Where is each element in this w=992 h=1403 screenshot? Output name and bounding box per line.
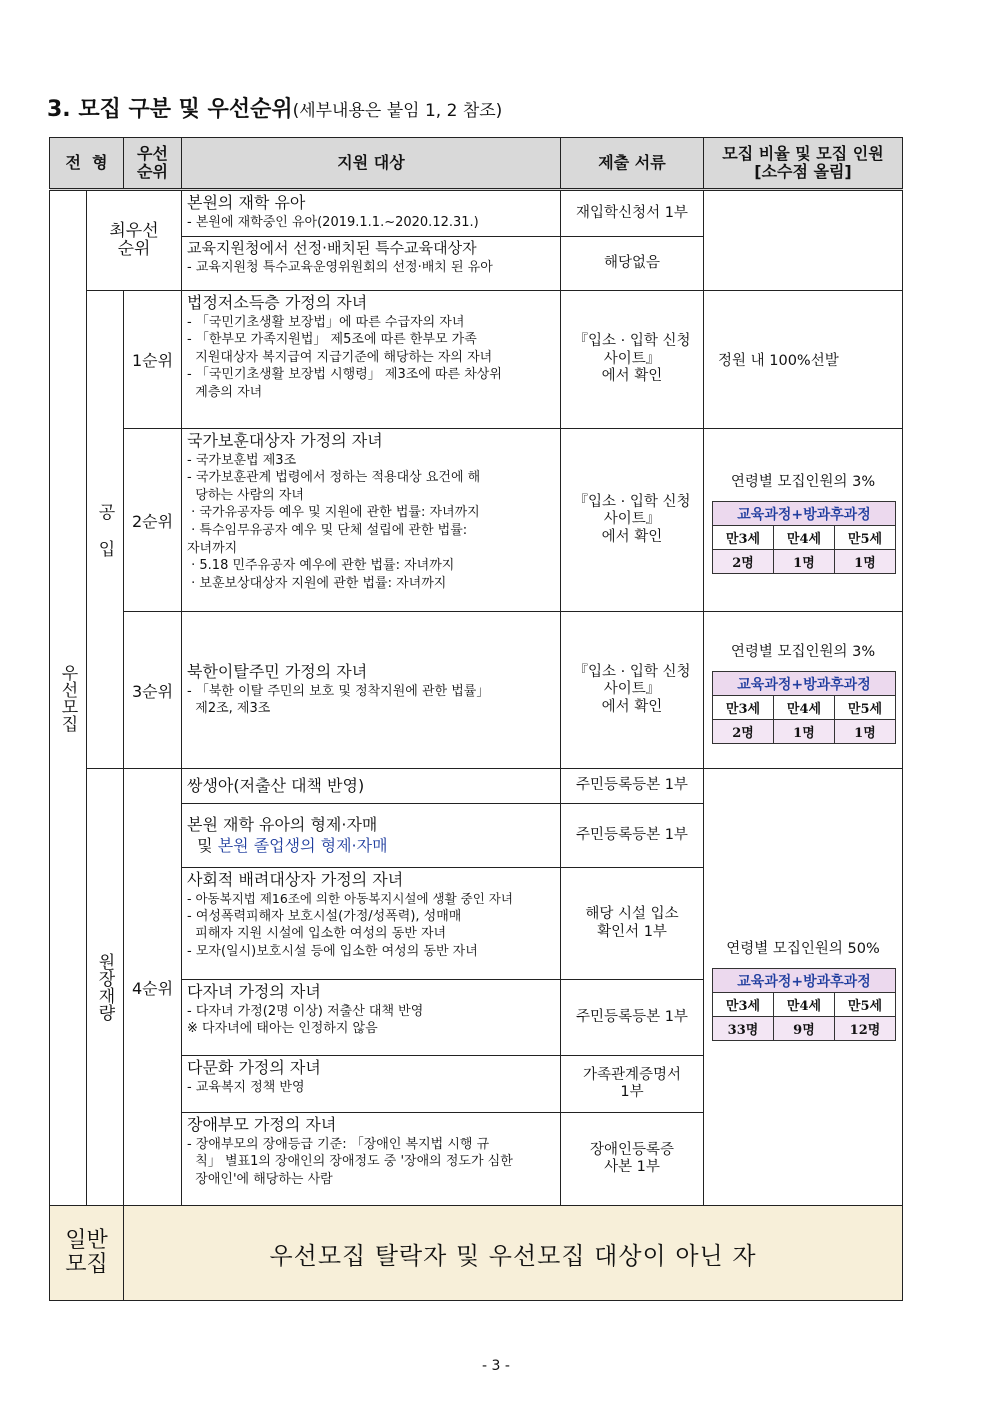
quota-cell-empty bbox=[704, 190, 903, 291]
doc-cell: 장애인등록증 사본 1부 bbox=[561, 1113, 704, 1206]
rank-label: 2순위 bbox=[124, 429, 182, 612]
table-row bbox=[50, 429, 903, 612]
doc-cell: 해당없음 bbox=[561, 237, 704, 291]
target-cell: 국가보훈대상자 가정의 자녀 - 국가보훈법 제3조 - 국가보훈관계 법령에서 정하는 적용대상 요건에 해 당하는 사람의 자녀 · 국가유공자등 예우 및 지원에 관한 법률: 자녀까지 · 특수임무유공자 예우 및 단체 설립에 관한 법률: 자녀까지 · 5.18 민주유공자 예우에 관한 법률: 자녀까지 · 보훈보상대상자 지원에 관한 법률: 자녀까지 bbox=[182, 429, 561, 612]
quota-table: 교육과정+방과후과정 만3세 만4세 만5세 2명 1명 1명 bbox=[712, 671, 896, 744]
quota-cell: 연령별 모집인원의 3% 교육과정+방과후과정 만3세 만4세 만5세 2명 1명 1명 bbox=[704, 429, 903, 612]
header-priority: 우선 순위 bbox=[124, 138, 182, 190]
top-priority-label: 최우선 순위 bbox=[87, 190, 182, 291]
target-cell: 본원의 재학 유아 - 본원에 재학중인 유아(2019.1.1.~2020.12.31.) bbox=[182, 190, 561, 237]
doc-cell: 주민등록등본 1부 bbox=[561, 804, 704, 868]
quota-table: 교육과정+방과후과정 만3세 만4세 만5세 2명 1명 1명 bbox=[712, 501, 896, 574]
quota-table: 교육과정+방과후과정 만3세 만4세 만5세 33명 9명 12명 bbox=[712, 968, 896, 1041]
doc-cell: 가족관계증명서 1부 bbox=[561, 1056, 704, 1113]
general-recruit-label: 일반 모집 bbox=[50, 1206, 124, 1301]
public-label: 공 입 bbox=[87, 291, 124, 769]
quota-cell: 연령별 모집인원의 50% 교육과정+방과후과정 만3세 만4세 만5세 33명 9명 12명 bbox=[704, 769, 903, 1206]
doc-cell: 『입소 · 입학 신청 사이트』 에서 확인 bbox=[561, 291, 704, 429]
doc-cell: 『입소 · 입학 신청 사이트』 에서 확인 bbox=[561, 429, 704, 612]
table-row bbox=[50, 291, 903, 429]
general-recruit-text: 우선모집 탈락자 및 우선모집 대상이 아닌 자 bbox=[124, 1206, 903, 1301]
rank-label: 3순위 bbox=[124, 612, 182, 769]
target-cell: 본원 재학 유아의 형제·자매 및 본원 졸업생의 형제·자매 bbox=[182, 804, 561, 868]
quota-cell: 연령별 모집인원의 3% 교육과정+방과후과정 만3세 만4세 만5세 2명 1명 1명 bbox=[704, 612, 903, 769]
table-row bbox=[50, 612, 903, 769]
priority-recruit-label: 우선모집 bbox=[50, 190, 87, 1206]
target-cell: 쌍생아(저출산 대책 반영) bbox=[182, 769, 561, 804]
table-row bbox=[50, 190, 903, 237]
rank-label: 1순위 bbox=[124, 291, 182, 429]
doc-cell: 주민등록등본 1부 bbox=[561, 769, 704, 804]
doc-cell: 『입소 · 입학 신청 사이트』 에서 확인 bbox=[561, 612, 704, 769]
discretion-label: 원장재량 bbox=[87, 769, 124, 1206]
rank-label: 4순위 bbox=[124, 769, 182, 1206]
doc-cell: 해당 시설 입소 확인서 1부 bbox=[561, 868, 704, 980]
general-recruit-row bbox=[50, 1206, 903, 1301]
header-type: 전 형 bbox=[50, 138, 124, 190]
target-cell: 다자녀 가정의 자녀 - 다자녀 가정(2명 이상) 저출산 대책 반영 ※ 다자녀에 태아는 인정하지 않음 bbox=[182, 980, 561, 1056]
header-target: 지원 대상 bbox=[182, 138, 561, 190]
section-heading bbox=[47, 92, 502, 123]
target-cell: 사회적 배려대상자 가정의 자녀 - 아동복지법 제16조에 의한 아동복지시설에 생활 중인 자녀 - 여성폭력피해자 보호시설(가정/성폭력), 성매매 피해자 지원 시설에 입소한 여성의 동반 자녀 - 모자(일시)보호시설 등에 입소한 여성의 동반 자녀 bbox=[182, 868, 561, 980]
page-number: - 3 - bbox=[482, 1358, 510, 1374]
target-cell: 법정저소득층 가정의 자녀 - 「국민기초생활 보장법」에 따른 수급자의 자녀 - 「한부모 가족지원법」 제5조에 따른 한부모 가족 지원대상자 복지급여 지급기준에 해당하는 자의 자녀 - 「국민기초생활 보장법 시행령」 제3조에 따른 차상위 계층의 자녀 bbox=[182, 291, 561, 429]
table-row bbox=[50, 769, 903, 804]
doc-cell: 주민등록등본 1부 bbox=[561, 980, 704, 1056]
header-docs: 제출 서류 bbox=[561, 138, 704, 190]
target-cell: 다문화 가정의 자녀 - 교육복지 정책 반영 bbox=[182, 1056, 561, 1113]
target-cell: 북한이탈주민 가정의 자녀 - 「북한 이탈 주민의 보호 및 정착지원에 관한 법률」 제2조, 제3조 bbox=[182, 612, 561, 769]
table-header-row bbox=[50, 138, 903, 190]
header-quota: 모집 비율 및 모집 인원 [소수점 올림] bbox=[704, 138, 903, 190]
quota-cell: 정원 내 100%선발 bbox=[704, 291, 903, 429]
target-cell: 교육지원청에서 선정·배치된 특수교육대상자 - 교육지원청 특수교육운영위원회의 선정·배치 된 유아 bbox=[182, 237, 561, 291]
section-title: 3. 모집 구분 및 우선순위 bbox=[47, 97, 293, 122]
target-cell: 장애부모 가정의 자녀 - 장애부모의 장애등급 기준: 「장애인 복지법 시행 규 칙」 별표1의 장애인의 장애정도 중 '장애의 정도가 심한 장애인'에 해당하는 사람 bbox=[182, 1113, 561, 1206]
recruitment-table bbox=[49, 137, 903, 1301]
section-note: (세부내용은 붙임 1, 2 참조) bbox=[292, 101, 503, 121]
doc-cell: 재입학신청서 1부 bbox=[561, 190, 704, 237]
